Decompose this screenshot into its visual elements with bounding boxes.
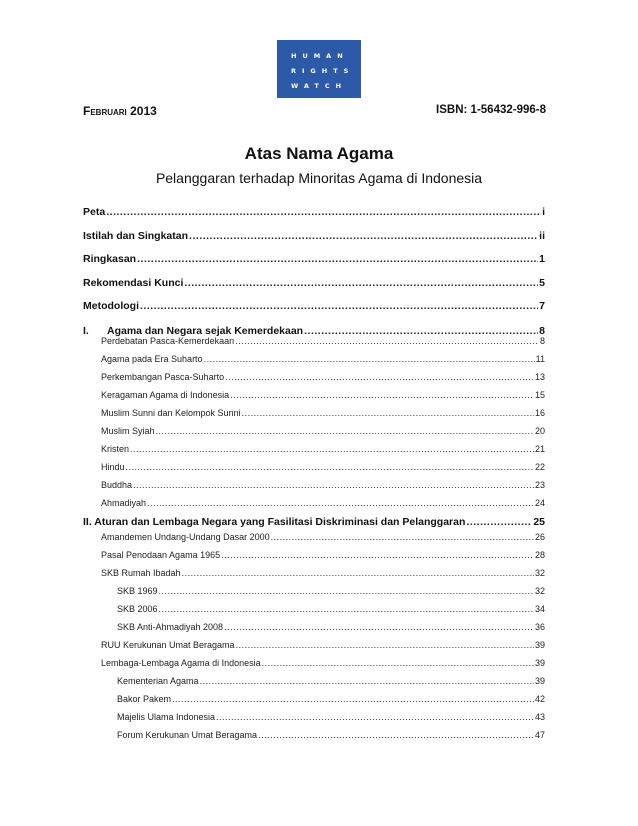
- logo-line-3: WATCH: [291, 82, 348, 90]
- toc-leader-dots: [204, 354, 535, 364]
- toc-entry-label: Perdebatan Pasca-Kemerdekaan: [101, 336, 235, 346]
- toc-entry-page: 8: [539, 325, 545, 337]
- report-date: Februari 2013: [83, 104, 157, 118]
- toc-leader-dots: [159, 586, 534, 596]
- toc-entry-page: 24: [534, 498, 545, 508]
- toc-entry-page: 23: [534, 480, 545, 490]
- toc-leader-dots: [242, 408, 534, 418]
- toc-entry[interactable]: [101, 390, 545, 400]
- toc-leader-dots: [184, 277, 538, 289]
- toc-entry-label: Perkembangan Pasca-Suharto: [101, 372, 225, 382]
- toc-entry-label: Bakor Pakem: [117, 694, 172, 704]
- toc-entry-label: Ringkasan: [83, 253, 137, 265]
- toc-entry-label: Kristen: [101, 444, 130, 454]
- toc-entry[interactable]: [83, 300, 545, 312]
- toc-entry[interactable]: [83, 253, 545, 265]
- toc-entry-label: RUU Kerukunan Umat Beragama: [101, 640, 235, 650]
- toc-entry[interactable]: [101, 462, 545, 472]
- toc-entry[interactable]: [101, 532, 545, 542]
- toc-entry-page: i: [542, 206, 545, 218]
- toc-entry-page: 39: [534, 640, 545, 650]
- toc-entry-page: 16: [534, 408, 545, 418]
- toc-entry-page: 43: [534, 712, 545, 722]
- toc-entry-label: Keragaman Agama di Indonesia: [101, 390, 230, 400]
- toc-leader-dots: [224, 622, 534, 632]
- toc-entry-label: Ahmadiyah: [101, 498, 147, 508]
- toc-entry-page: 15: [534, 390, 545, 400]
- hrw-logo: [277, 40, 361, 98]
- toc-entry-label: Hindu: [101, 462, 125, 472]
- toc-entry-label: Amandemen Undang-Undang Dasar 2000: [101, 532, 270, 542]
- toc-entry[interactable]: [101, 480, 545, 490]
- toc-leader-dots: [133, 480, 534, 490]
- toc-entry-label: SKB 2006: [117, 604, 158, 614]
- toc-entry[interactable]: [83, 206, 545, 218]
- toc-entry[interactable]: [101, 408, 545, 418]
- toc-entry-label: Pasal Penodaan Agama 1965: [101, 550, 221, 560]
- toc-entry-label: SKB Anti-Ahmadiyah 2008: [117, 622, 224, 632]
- toc-entry-page: 7: [539, 300, 545, 312]
- toc-entry-page: 26: [534, 532, 545, 542]
- toc-entry[interactable]: [101, 550, 545, 560]
- isbn: ISBN: 1-56432-996-8: [436, 104, 546, 116]
- toc-entry-page: 1: [539, 253, 545, 265]
- toc-entry[interactable]: [117, 676, 545, 686]
- toc-entry[interactable]: [83, 230, 545, 242]
- toc-leader-dots: [271, 532, 534, 542]
- toc-leader-dots: [235, 336, 539, 346]
- toc-entry-page: 11: [535, 354, 545, 364]
- toc-entry[interactable]: [117, 694, 545, 704]
- toc-leader-dots: [200, 676, 534, 686]
- toc-entry[interactable]: [101, 372, 545, 382]
- toc-entry-page: 25: [533, 516, 545, 528]
- toc-leader-dots: [230, 390, 534, 400]
- toc-entry-label: Buddha: [101, 480, 133, 490]
- report-title: Atas Nama Agama: [244, 144, 394, 163]
- toc-entry-label: Lembaga-Lembaga Agama di Indonesia: [101, 658, 261, 668]
- toc-entry-label: Forum Kerukunan Umat Beragama: [117, 730, 258, 740]
- toc-entry-page: 42: [534, 694, 545, 704]
- toc-entry-page: 13: [534, 372, 545, 382]
- toc-entry-label: II. Aturan dan Lembaga Negara yang Fasilitasi Diskriminasi dan Pelanggaran: [83, 516, 466, 528]
- toc-entry-page: 32: [534, 568, 545, 578]
- toc-entry-label: SKB 1969: [117, 586, 158, 596]
- toc-entry-page: 28: [534, 550, 545, 560]
- toc-leader-dots: [182, 568, 534, 578]
- toc-entry[interactable]: [83, 516, 545, 528]
- toc-leader-dots: [106, 206, 541, 218]
- toc-entry-label: Rekomendasi Kunci: [83, 277, 184, 289]
- toc-leader-dots: [189, 230, 538, 242]
- toc-entry-number: I.: [83, 325, 89, 337]
- toc-entry[interactable]: [101, 640, 545, 650]
- toc-entry-page: 22: [534, 462, 545, 472]
- toc-entry[interactable]: [117, 604, 545, 614]
- toc-leader-dots: [140, 300, 538, 312]
- toc-entry[interactable]: [101, 498, 545, 508]
- toc-entry-label: Istilah dan Singkatan: [83, 230, 189, 242]
- toc-entry-label: Peta: [83, 206, 106, 218]
- toc-entry-page: 5: [539, 277, 545, 289]
- toc-leader-dots: [262, 658, 534, 668]
- logo-line-2: RIGHTS: [291, 67, 355, 75]
- toc-entry[interactable]: [101, 354, 545, 364]
- toc-leader-dots: [156, 426, 534, 436]
- toc-entry[interactable]: [117, 586, 545, 596]
- toc-leader-dots: [225, 372, 534, 382]
- toc-leader-dots: [216, 712, 534, 722]
- toc-leader-dots: [172, 694, 534, 704]
- toc-leader-dots: [258, 730, 534, 740]
- toc-entry-label: Muslim Syiah: [101, 426, 155, 436]
- toc-entry-label: Muslim Sunni dan Kelompok Sunni: [101, 408, 241, 418]
- toc-entry-page: 39: [534, 676, 545, 686]
- toc-entry-page: 36: [534, 622, 545, 632]
- toc-entry-label: Kementerian Agama: [117, 676, 199, 686]
- toc-entry-page: ii: [539, 230, 545, 242]
- toc-entry[interactable]: [83, 277, 545, 289]
- toc-entry[interactable]: [117, 730, 545, 740]
- toc-leader-dots: [221, 550, 534, 560]
- toc-entry-page: 34: [534, 604, 545, 614]
- toc-entry[interactable]: [101, 658, 545, 668]
- toc-entry-label: Agama pada Era Suharto: [101, 354, 203, 364]
- toc-entry-label: SKB Rumah Ibadah: [101, 568, 181, 578]
- toc-leader-dots: [236, 640, 534, 650]
- toc-entry[interactable]: [101, 568, 545, 578]
- logo-line-1: HUMAN: [291, 52, 349, 60]
- toc-entry[interactable]: [101, 336, 545, 346]
- toc-entry-page: 39: [534, 658, 545, 668]
- toc-entry-page: 32: [534, 586, 545, 596]
- toc-entry[interactable]: [101, 444, 545, 454]
- toc-entry-page: 21: [534, 444, 545, 454]
- report-subtitle: Pelanggaran terhadap Minoritas Agama di Indonesia: [155, 170, 483, 186]
- toc-entry[interactable]: [117, 622, 545, 632]
- toc-entry-page: 20: [534, 426, 545, 436]
- toc-entry-page: 8: [539, 336, 545, 346]
- toc-leader-dots: [466, 516, 532, 528]
- toc-entry[interactable]: [101, 426, 545, 436]
- toc-entry-page: 47: [534, 730, 545, 740]
- toc-entry-label: Metodologi: [83, 300, 139, 312]
- toc-entry-label: Majelis Ulama Indonesia: [117, 712, 216, 722]
- toc-leader-dots: [147, 498, 534, 508]
- toc-leader-dots: [159, 604, 534, 614]
- toc-entry-label: Agama dan Negara sejak Kemerdekaan: [107, 325, 304, 337]
- toc-entry[interactable]: [117, 712, 545, 722]
- toc-leader-dots: [126, 462, 534, 472]
- toc-leader-dots: [137, 253, 538, 265]
- toc-leader-dots: [130, 444, 534, 454]
